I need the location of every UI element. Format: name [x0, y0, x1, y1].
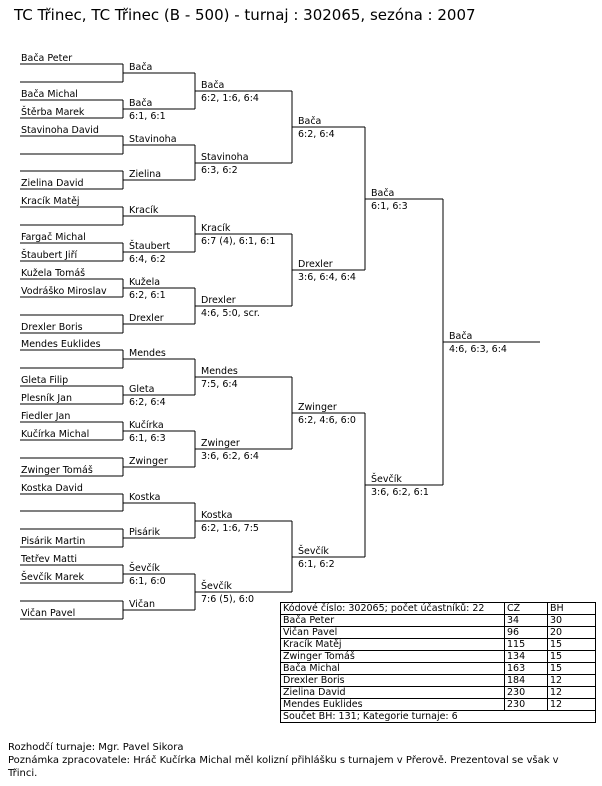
player-name: Vičan Pavel — [21, 608, 76, 619]
match-winner: Bača — [371, 188, 395, 199]
player-name: Stavinoha David — [21, 125, 99, 136]
match-winner: Ševčík — [298, 546, 329, 557]
player-name: Plesník Jan — [21, 393, 72, 404]
player-name: Zwinger Tomáš — [21, 465, 93, 476]
player-name: Pisárik Martin — [21, 536, 86, 547]
player-bh: 15 — [548, 663, 596, 675]
player-name: Zielina David — [21, 178, 84, 189]
match-score: 6:2, 1:6, 7:5 — [201, 523, 259, 534]
match-score: 6:7 (4), 6:1, 6:1 — [201, 236, 276, 247]
match-score: 6:2, 4:6, 6:0 — [298, 415, 356, 426]
match-winner: Kužela — [129, 277, 161, 288]
player-cz: 96 — [505, 627, 548, 639]
match-winner: Zielina — [129, 169, 162, 180]
player-bh: 12 — [548, 699, 596, 711]
match-winner: Kostka — [201, 510, 233, 521]
match-score: 6:2, 1:6, 6:4 — [201, 93, 259, 104]
player-cz: 134 — [505, 651, 548, 663]
player-cz: 184 — [505, 675, 548, 687]
player-name: Zielina David — [281, 687, 505, 699]
match-winner: Drexler — [298, 259, 333, 270]
player-bh: 12 — [548, 675, 596, 687]
match-winner: Ševčík — [129, 563, 160, 574]
match-winner: Kracík — [129, 205, 159, 216]
match-score: 4:6, 6:3, 6:4 — [449, 344, 507, 355]
processor-remark: Poznámka zpracovatele: Hráč Kučírka Michal měl kolizní přihlášku s turnajem v Přerově. Prezentoval se však v Třinci. — [8, 755, 559, 779]
match-winner: Mendes — [129, 348, 166, 359]
match-winner: Gleta — [129, 384, 155, 395]
player-name: Kužela Tomáš — [21, 268, 86, 279]
table-info: Kódové číslo: 302065; počet účastníků: 22 — [281, 603, 505, 615]
column-header-cz: CŽ — [505, 603, 548, 615]
match-winner: Stavinoha — [201, 152, 249, 163]
match-winner: Mendes — [201, 366, 238, 377]
player-name: Bača Michal — [281, 663, 505, 675]
match-winner: Kostka — [129, 492, 161, 503]
match-winner: Vičan — [129, 599, 155, 610]
player-cz: 115 — [505, 639, 548, 651]
table-row — [281, 651, 596, 663]
player-cz: 230 — [505, 687, 548, 699]
match-score: 6:2, 6:4 — [298, 129, 335, 140]
player-bh: 30 — [548, 615, 596, 627]
table-row — [281, 627, 596, 639]
player-cz: 163 — [505, 663, 548, 675]
player-name: Drexler Boris — [281, 675, 505, 687]
match-winner: Stavinoha — [129, 134, 177, 145]
match-winner: Bača — [298, 116, 322, 127]
match-winner: Pisárik — [129, 527, 160, 538]
player-name: Drexler Boris — [21, 322, 83, 333]
match-winner: Ševčík — [371, 474, 402, 485]
match-winner: Kracík — [201, 223, 231, 234]
table-footer-row — [281, 711, 596, 723]
player-name: Kracík Matěj — [281, 639, 505, 651]
match-score: 6:1, 6:3 — [129, 433, 166, 444]
player-name: Vodráško Miroslav — [21, 286, 107, 297]
player-name: Bača Michal — [21, 89, 78, 100]
match-winner: Bača — [129, 98, 153, 109]
match-score: 7:5, 6:4 — [201, 379, 238, 390]
player-name: Štěrba Marek — [21, 107, 85, 118]
match-winner: Ševčík — [201, 581, 232, 592]
player-name: Kracík Matěj — [21, 196, 80, 207]
match-winner: Zwinger — [201, 438, 240, 449]
player-bh: 15 — [548, 651, 596, 663]
player-bh: 12 — [548, 687, 596, 699]
match-score: 6:4, 6:2 — [129, 254, 166, 265]
player-bh: 20 — [548, 627, 596, 639]
match-score: 6:1, 6:0 — [129, 576, 166, 587]
seeding-table — [280, 602, 596, 723]
player-name: Zwinger Tomáš — [281, 651, 505, 663]
table-row — [281, 615, 596, 627]
match-winner: Bača — [449, 331, 473, 342]
player-cz: 230 — [505, 699, 548, 711]
player-bh: 15 — [548, 639, 596, 651]
match-score: 6:1, 6:2 — [298, 559, 335, 570]
player-name: Vičan Pavel — [281, 627, 505, 639]
match-winner: Bača — [129, 62, 153, 73]
player-name: Štaubert Jiří — [21, 250, 78, 261]
match-score: 3:6, 6:4, 6:4 — [298, 272, 356, 283]
player-name: Bača Peter — [21, 53, 73, 64]
player-name: Kostka David — [21, 483, 83, 494]
player-name: Bača Peter — [281, 615, 505, 627]
match-score: 4:6, 5:0, scr. — [201, 308, 260, 319]
match-winner: Zwinger — [129, 456, 168, 467]
player-cz: 34 — [505, 615, 548, 627]
player-name: Mendes Euklides — [21, 339, 101, 350]
column-header-bh: BH — [548, 603, 596, 615]
table-row — [281, 687, 596, 699]
player-name: Fiedler Jan — [21, 411, 71, 422]
table-row — [281, 675, 596, 687]
match-winner: Zwinger — [298, 402, 337, 413]
player-name: Tetřev Matti — [21, 554, 78, 565]
match-score: 6:1, 6:1 — [129, 111, 166, 122]
match-winner: Bača — [201, 80, 225, 91]
table-footer: Součet BH: 131; Kategorie turnaje: 6 — [281, 711, 596, 723]
player-name: Fargač Michal — [21, 232, 86, 243]
player-name: Gleta Filip — [21, 375, 69, 386]
match-winner: Štaubert — [129, 241, 171, 252]
match-score: 6:2, 6:1 — [129, 290, 166, 301]
table-header-row — [281, 603, 596, 615]
table-row — [281, 699, 596, 711]
match-score: 6:2, 6:4 — [129, 397, 166, 408]
match-winner: Kučírka — [129, 420, 164, 431]
table-row — [281, 639, 596, 651]
referee-note: Rozhodčí turnaje: Mgr. Pavel Sikora — [8, 742, 184, 753]
match-winner: Drexler — [201, 295, 236, 306]
player-name: Ševčík Marek — [21, 572, 84, 583]
match-winner: Drexler — [129, 313, 164, 324]
player-name: Kučírka Michal — [21, 429, 90, 440]
match-score: 3:6, 6:2, 6:4 — [201, 451, 259, 462]
match-score: 7:6 (5), 6:0 — [201, 594, 255, 605]
match-score: 3:6, 6:2, 6:1 — [371, 487, 429, 498]
player-name: Mendes Euklides — [281, 699, 505, 711]
table-row — [281, 663, 596, 675]
match-score: 6:1, 6:3 — [371, 201, 408, 212]
notes — [8, 741, 568, 780]
page-title: TC Třinec, TC Třinec (B - 500) - turnaj : 302065, sezóna : 2007 — [14, 6, 476, 24]
match-score: 6:3, 6:2 — [201, 165, 238, 176]
